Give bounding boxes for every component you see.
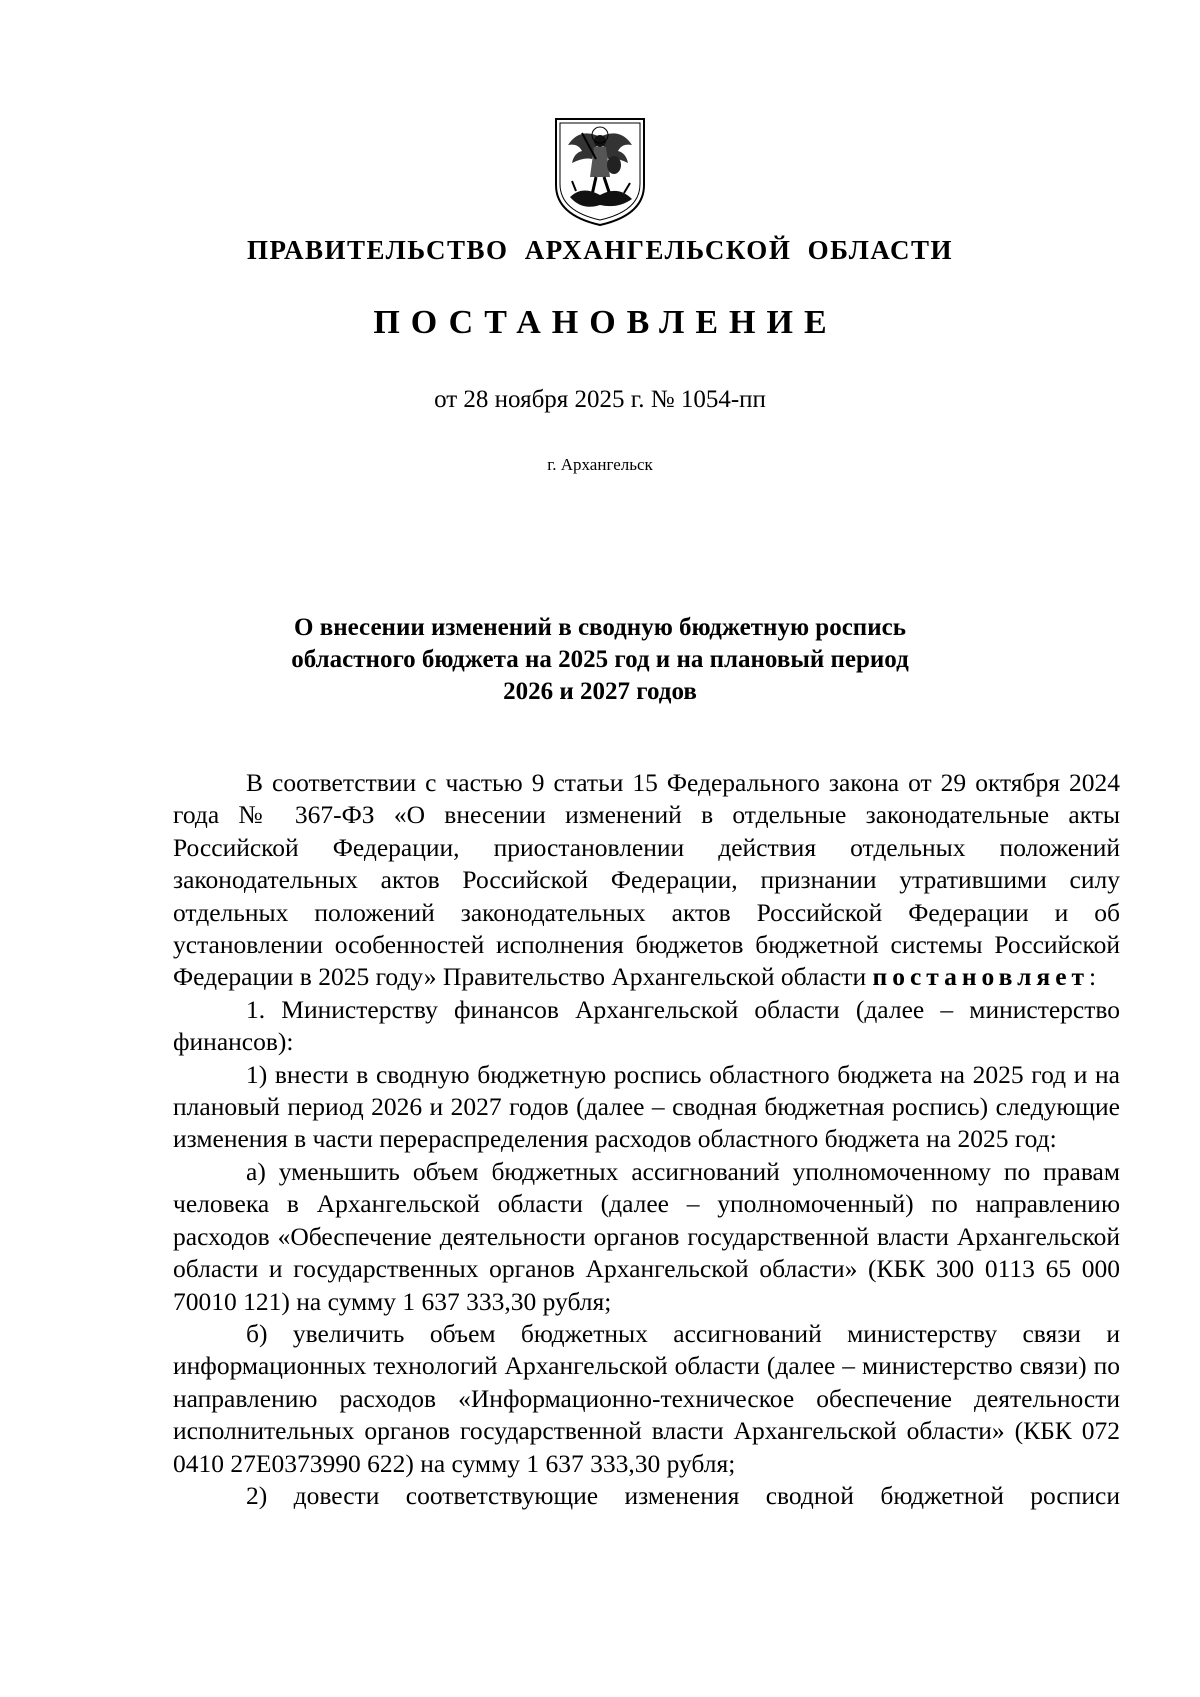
government-name: ПРАВИТЕЛЬСТВО АРХАНГЕЛЬСКОЙ ОБЛАСТИ (246, 235, 954, 265)
document-type: ПОСТАНОВЛЕНИЕ (373, 304, 838, 341)
item-1-1: 1) внести в сводную бюджетную роспись областного бюджета на 2025 год и на плановый период 2026 и 2027 годов (далее – сводная бюджетная роспись) следующие изменения в части перераспределения расходов областного бюджета на 2025 год: (173, 1059, 1120, 1154)
item-1-1-b: б) увеличить объем бюджетных ассигнований министерству связи и информационных технологий Архангельской области (далее – министерство связи) по направлению расходов «Информационно-техническое обеспечение деятельности исполнительных органов государственной власти Архангельской области» (КБК 072 0410 27Е0373990 622) на сумму 1 637 333,30 рубля; (173, 1318, 1120, 1478)
item-1-1-a: а) уменьшить объем бюджетных ассигнований уполномоченному по правам человека в Архангельской области (далее – уполномоченный) по направлению расходов «Обеспечение деятельности органов государственной власти Архангельской области и государственных органов Архангельской области» (КБК 300 0113 65 000 70010 121) на сумму 1 637 333,30 рубля; (173, 1156, 1120, 1316)
decrees-colon: : (1089, 962, 1097, 992)
item-1-2: 2) довести соответствующие изменения сводной бюджетной росписи (246, 1480, 1120, 1510)
preamble-text: В соответствии с частью 9 статьи 15 Федерального закона от 29 октября 2024 года № 367-ФЗ «О внесении изменений в отдельные законодательные акты Российской Федерации, приостановлении действия отдельных положений законодательных актов Российской Федерации, признании утратившими силу отдельных положений законодательных актов Российской Федерации и об установлении особенностей исполнения бюджетов бюджетной системы Российской Федерации в 2025 году» Правительство Архангельской области (173, 768, 1120, 992)
date-and-number: от 28 ноября 2025 г. № 1054-пп (434, 386, 766, 413)
title-line-3: 2026 и 2027 годов (503, 678, 697, 705)
city: г. Архангельск (547, 455, 653, 474)
preamble-paragraph (173, 767, 1120, 994)
decrees-word: постановляет (872, 962, 1090, 992)
item-1: 1. Министерству финансов Архангельской области (далее – министерство финансов): (173, 994, 1120, 1057)
title-line-1: О внесении изменений в сводную бюджетную роспись (294, 614, 906, 641)
coat-of-arms-arkhangelsk-icon (552, 115, 648, 227)
title-line-2: областного бюджета на 2025 год и на плановый период (291, 646, 909, 673)
document-title (0, 612, 1200, 708)
document-body (173, 767, 1120, 1512)
